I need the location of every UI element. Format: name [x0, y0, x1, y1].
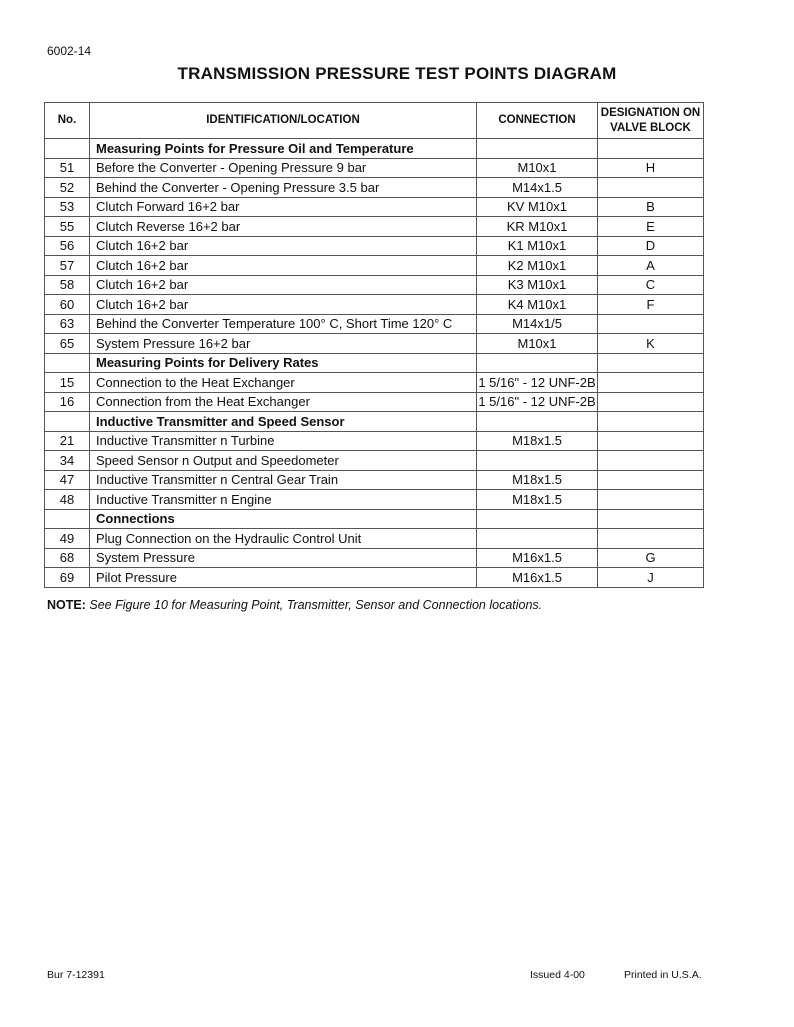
cell-connection: K1 M10x1	[477, 236, 598, 256]
cell-no: 68	[45, 548, 90, 568]
cell-no	[45, 353, 90, 373]
cell-no: 15	[45, 373, 90, 393]
cell-connection	[477, 412, 598, 432]
table-row	[45, 197, 704, 217]
cell-designation: C	[598, 275, 704, 295]
cell-connection: K3 M10x1	[477, 275, 598, 295]
note-text: See Figure 10 for Measuring Point, Transmitter, Sensor and Connection locations.	[89, 598, 543, 612]
table-section-row	[45, 353, 704, 373]
table-row	[45, 548, 704, 568]
cell-connection	[477, 451, 598, 471]
table-row	[45, 178, 704, 198]
cell-identification: Clutch 16+2 bar	[90, 236, 477, 256]
table-row	[45, 373, 704, 393]
cell-designation: J	[598, 568, 704, 588]
footer-printed: Printed in U.S.A.	[624, 969, 702, 981]
cell-no: 49	[45, 529, 90, 549]
cell-no: 58	[45, 275, 90, 295]
cell-designation: G	[598, 548, 704, 568]
table-row	[45, 158, 704, 178]
cell-no: 55	[45, 217, 90, 237]
cell-connection: K4 M10x1	[477, 295, 598, 315]
cell-designation	[598, 529, 704, 549]
cell-identification: Connections	[90, 509, 477, 529]
header-designation-line2: VALVE BLOCK	[610, 121, 691, 134]
cell-no: 48	[45, 490, 90, 510]
note	[47, 598, 542, 612]
cell-connection	[477, 529, 598, 549]
cell-no: 69	[45, 568, 90, 588]
header-designation-line1: DESIGNATION ON	[600, 106, 701, 119]
cell-connection: KV M10x1	[477, 197, 598, 217]
table-row	[45, 314, 704, 334]
cell-connection: M10x1	[477, 158, 598, 178]
cell-no	[45, 412, 90, 432]
header-connection: CONNECTION	[477, 103, 598, 139]
cell-designation	[598, 353, 704, 373]
cell-identification: Clutch 16+2 bar	[90, 275, 477, 295]
cell-no: 47	[45, 470, 90, 490]
cell-connection: M18x1.5	[477, 470, 598, 490]
table-section-row	[45, 509, 704, 529]
cell-connection: M10x1	[477, 334, 598, 354]
table-row	[45, 217, 704, 237]
cell-connection	[477, 353, 598, 373]
table-row	[45, 236, 704, 256]
cell-designation	[598, 490, 704, 510]
cell-designation: F	[598, 295, 704, 315]
cell-designation: B	[598, 197, 704, 217]
page-number: 6002-14	[47, 44, 92, 58]
table-row	[45, 568, 704, 588]
cell-identification: Behind the Converter Temperature 100° C, Short Time 120° C	[90, 314, 477, 334]
cell-no: 65	[45, 334, 90, 354]
cell-identification: Clutch 16+2 bar	[90, 295, 477, 315]
table-row	[45, 529, 704, 549]
note-label: NOTE:	[47, 598, 86, 612]
cell-identification: Pilot Pressure	[90, 568, 477, 588]
table-row	[45, 470, 704, 490]
cell-identification: System Pressure 16+2 bar	[90, 334, 477, 354]
cell-connection	[477, 509, 598, 529]
cell-designation: E	[598, 217, 704, 237]
table-row	[45, 334, 704, 354]
cell-no: 53	[45, 197, 90, 217]
cell-connection: M16x1.5	[477, 548, 598, 568]
cell-designation: A	[598, 256, 704, 276]
cell-no: 51	[45, 158, 90, 178]
cell-no: 63	[45, 314, 90, 334]
cell-designation	[598, 139, 704, 159]
cell-identification: Clutch Forward 16+2 bar	[90, 197, 477, 217]
cell-identification: Inductive Transmitter n Central Gear Train	[90, 470, 477, 490]
cell-connection: KR M10x1	[477, 217, 598, 237]
cell-designation	[598, 412, 704, 432]
table-body	[45, 139, 704, 588]
table-row	[45, 490, 704, 510]
table-row	[45, 392, 704, 412]
cell-identification: Inductive Transmitter and Speed Sensor	[90, 412, 477, 432]
cell-designation: H	[598, 158, 704, 178]
cell-no: 21	[45, 431, 90, 451]
cell-identification: Before the Converter - Opening Pressure 9 bar	[90, 158, 477, 178]
cell-connection: 1 5/16" - 12 UNF-2B	[477, 373, 598, 393]
cell-identification: Connection to the Heat Exchanger	[90, 373, 477, 393]
cell-identification: Inductive Transmitter n Engine	[90, 490, 477, 510]
cell-identification: Plug Connection on the Hydraulic Control Unit	[90, 529, 477, 549]
cell-connection: 1 5/16" - 12 UNF-2B	[477, 392, 598, 412]
cell-connection: M14x1/5	[477, 314, 598, 334]
cell-designation	[598, 431, 704, 451]
cell-no: 56	[45, 236, 90, 256]
cell-no	[45, 509, 90, 529]
cell-designation	[598, 392, 704, 412]
table-row	[45, 256, 704, 276]
cell-identification: Measuring Points for Pressure Oil and Temperature	[90, 139, 477, 159]
cell-no	[45, 139, 90, 159]
cell-identification: Clutch 16+2 bar	[90, 256, 477, 276]
cell-no: 52	[45, 178, 90, 198]
table-row	[45, 431, 704, 451]
page-title: TRANSMISSION PRESSURE TEST POINTS DIAGRAM	[177, 64, 617, 83]
cell-designation	[598, 178, 704, 198]
cell-designation	[598, 314, 704, 334]
footer-document-number: Bur 7-12391	[47, 969, 105, 981]
table-section-row	[45, 412, 704, 432]
header-designation	[598, 103, 704, 139]
cell-connection: M14x1.5	[477, 178, 598, 198]
footer-issued: Issued 4-00	[530, 969, 585, 981]
cell-connection: M16x1.5	[477, 568, 598, 588]
cell-identification: Connection from the Heat Exchanger	[90, 392, 477, 412]
table-row	[45, 275, 704, 295]
test-points-table	[44, 102, 704, 588]
cell-identification: Measuring Points for Delivery Rates	[90, 353, 477, 373]
cell-designation: D	[598, 236, 704, 256]
cell-identification: Speed Sensor n Output and Speedometer	[90, 451, 477, 471]
cell-identification: Inductive Transmitter n Turbine	[90, 431, 477, 451]
cell-no: 60	[45, 295, 90, 315]
cell-designation	[598, 509, 704, 529]
cell-connection	[477, 139, 598, 159]
cell-designation	[598, 451, 704, 471]
cell-designation: K	[598, 334, 704, 354]
cell-designation	[598, 470, 704, 490]
header-no: No.	[45, 103, 90, 139]
table-header-row	[45, 103, 704, 139]
cell-no: 57	[45, 256, 90, 276]
cell-identification: Behind the Converter - Opening Pressure 3.5 bar	[90, 178, 477, 198]
cell-connection: K2 M10x1	[477, 256, 598, 276]
cell-identification: System Pressure	[90, 548, 477, 568]
cell-identification: Clutch Reverse 16+2 bar	[90, 217, 477, 237]
cell-connection: M18x1.5	[477, 490, 598, 510]
table-section-row	[45, 139, 704, 159]
cell-no: 34	[45, 451, 90, 471]
cell-no: 16	[45, 392, 90, 412]
table-row	[45, 451, 704, 471]
cell-connection: M18x1.5	[477, 431, 598, 451]
table-row	[45, 295, 704, 315]
header-identification: IDENTIFICATION/LOCATION	[90, 103, 477, 139]
cell-designation	[598, 373, 704, 393]
